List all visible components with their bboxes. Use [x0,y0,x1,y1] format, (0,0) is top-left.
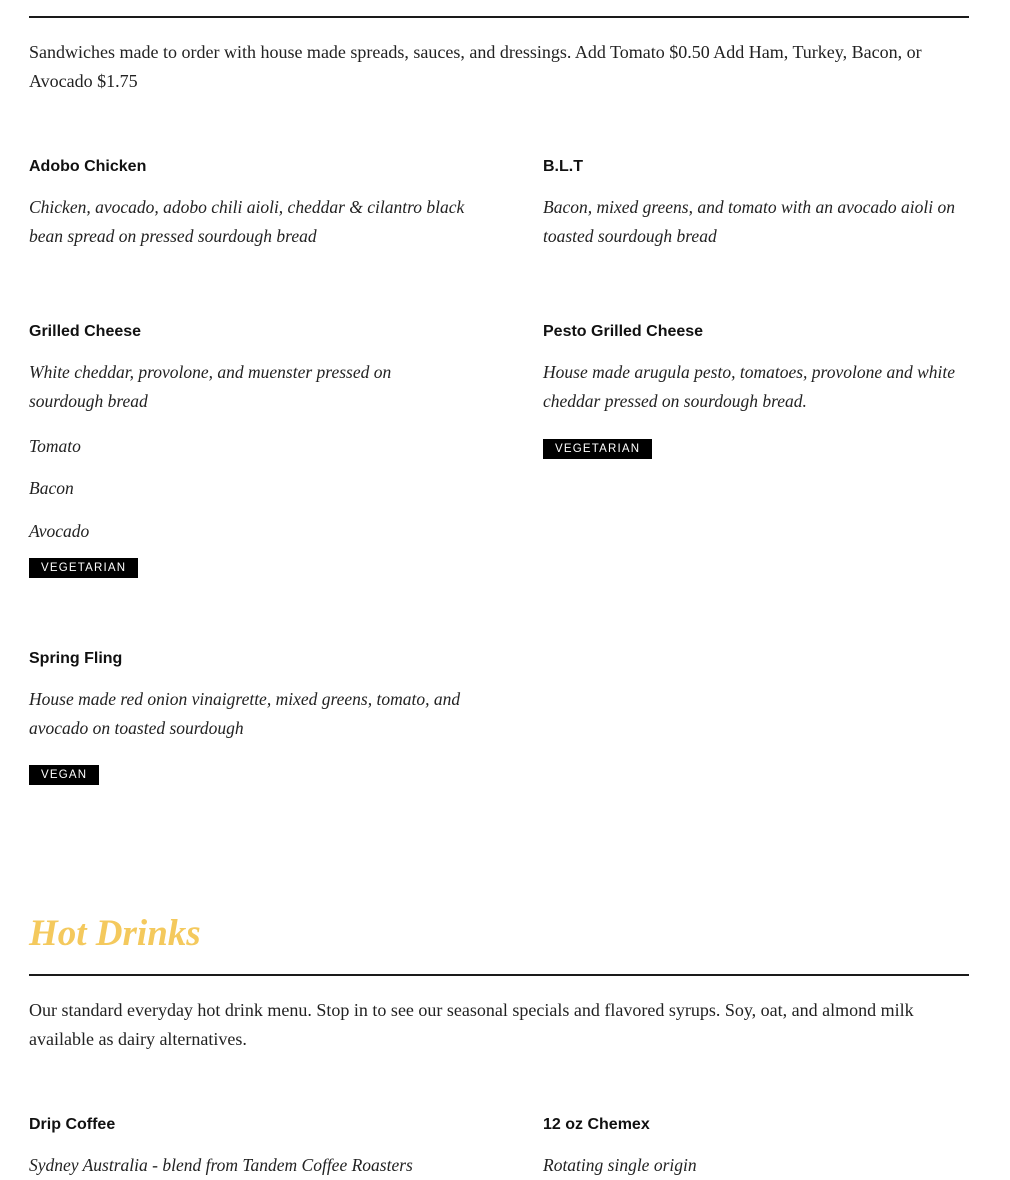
menu-item-description: Chicken, avocado, adobo chili aioli, cheddar & cilantro black bean spread on pressed sourdough bread [29,197,465,246]
menu-item-title: 12 oz Chemex [543,1116,650,1133]
hot-drinks-divider [29,974,969,976]
menu-item-title: Adobo Chicken [29,158,147,175]
menu-item-description: Sydney Australia - blend from Tandem Coffee Roasters [29,1155,413,1175]
menu-item-description: House made red onion vinaigrette, mixed greens, tomato, and avocado on toasted sourdough [29,689,461,738]
menu-item-title: Grilled Cheese [29,323,142,340]
menu-item-description: Rotating single origin [543,1155,697,1175]
vegetarian-tag: VEGETARIAN [29,558,138,578]
hot-drinks-heading: Hot Drinks [29,913,201,954]
menu-item-title: Pesto Grilled Cheese [543,323,704,340]
menu-item-chemex [543,1115,963,1180]
vegan-tag: VEGAN [29,765,99,785]
hot-drinks-intro: Our standard everyday hot drink menu. Stop in to see our seasonal specials and flavored syrups. Soy, oat, and almond milk available as dairy alternatives. [29,1000,914,1049]
menu-item-title: B.L.T [543,158,583,175]
menu-item-description: House made arugula pesto, tomatoes, provolone and white cheddar pressed on sourdough bread. [543,362,956,411]
menu-item-blt [543,157,963,250]
menu-item-title: Spring Fling [29,650,123,667]
menu-item-option-avocado: Avocado [29,521,90,541]
vegetarian-tag: VEGETARIAN [543,439,652,459]
menu-item-drip-coffee [29,1115,469,1180]
sandwiches-intro: Sandwiches made to order with house made spreads, sauces, and dressings. Add Tomato $0.50 Add Ham, Turkey, Bacon, or Avocado $1.75 [29,42,922,91]
menu-item-grilled-cheese [29,322,469,578]
menu-item-pesto-grilled-cheese [543,322,963,459]
sandwiches-divider [29,16,969,18]
menu-item-option-tomato: Tomato [29,436,81,456]
menu-item-description: Bacon, mixed greens, and tomato with an avocado aioli on toasted sourdough bread [543,197,956,246]
menu-item-adobo-chicken [29,157,469,250]
menu-item-spring-fling [29,649,469,785]
menu-item-option-bacon: Bacon [29,478,74,498]
menu-item-title: Drip Coffee [29,1116,116,1133]
menu-item-description: White cheddar, provolone, and muenster pressed on sourdough bread [29,362,392,411]
